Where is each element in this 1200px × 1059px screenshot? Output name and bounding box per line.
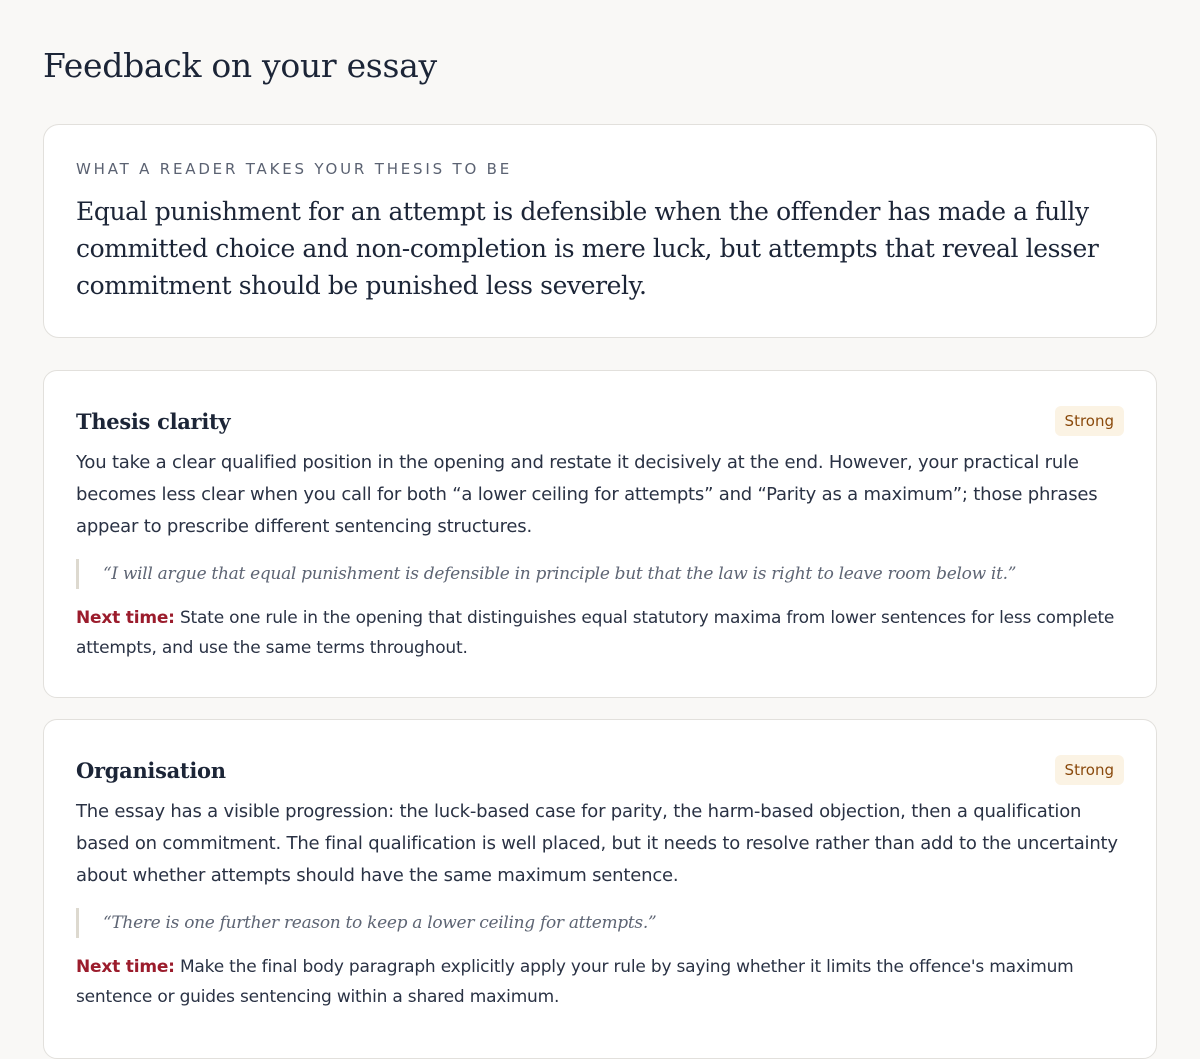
essay-quote: “I will argue that equal punishment is defensible in principle but that the law is right to leave room below it.” xyxy=(76,559,1124,589)
thesis-card xyxy=(43,124,1157,338)
next-time-text: Make the final body paragraph explicitly apply your rule by saying whether it limits the offence's maximum sentence or guides sentencing within a shared maximum. xyxy=(76,957,1074,1007)
next-time-label: Next time: xyxy=(76,957,175,977)
criterion-card-organisation xyxy=(43,719,1157,1059)
criterion-title: Thesis clarity xyxy=(76,408,231,434)
criterion-comment: The essay has a visible progression: the luck-based case for parity, the harm-based objection, then a qualification based on commitment. The final qualification is well placed, but it needs to resolve rather than add to the uncertainty about whether attempts should have the same maximum sentence. xyxy=(76,801,1118,886)
next-time-advice xyxy=(76,952,1124,1012)
thesis-statement: Equal punishment for an attempt is defensible when the offender has made a fully committed choice and non-completion is mere luck, but attempts that reveal lesser commitment should be punished less severely. xyxy=(76,197,1099,300)
essay-quote: “There is one further reason to keep a lower ceiling for attempts.” xyxy=(76,908,1124,938)
criterion-card-thesis-clarity xyxy=(43,370,1157,698)
criterion-header xyxy=(76,754,1124,786)
criterion-title: Organisation xyxy=(76,757,226,783)
page-title: Feedback on your essay xyxy=(43,46,437,85)
rating-badge: Strong xyxy=(1055,406,1124,436)
thesis-eyebrow: WHAT A READER TAKES YOUR THESIS TO BE xyxy=(76,160,512,178)
next-time-label: Next time: xyxy=(76,608,175,628)
next-time-text: State one rule in the opening that distinguishes equal statutory maxima from lower sentences for less complete attempts, and use the same terms throughout. xyxy=(76,608,1115,658)
rating-badge: Strong xyxy=(1055,755,1124,785)
criterion-comment: You take a clear qualified position in the opening and restate it decisively at the end. However, your practical rule becomes less clear when you call for both “a lower ceiling for attempts” and “Parity as a maximum”; those phrases appear to prescribe different sentencing structures. xyxy=(76,452,1098,537)
criterion-header xyxy=(76,405,1124,437)
next-time-advice xyxy=(76,603,1124,663)
